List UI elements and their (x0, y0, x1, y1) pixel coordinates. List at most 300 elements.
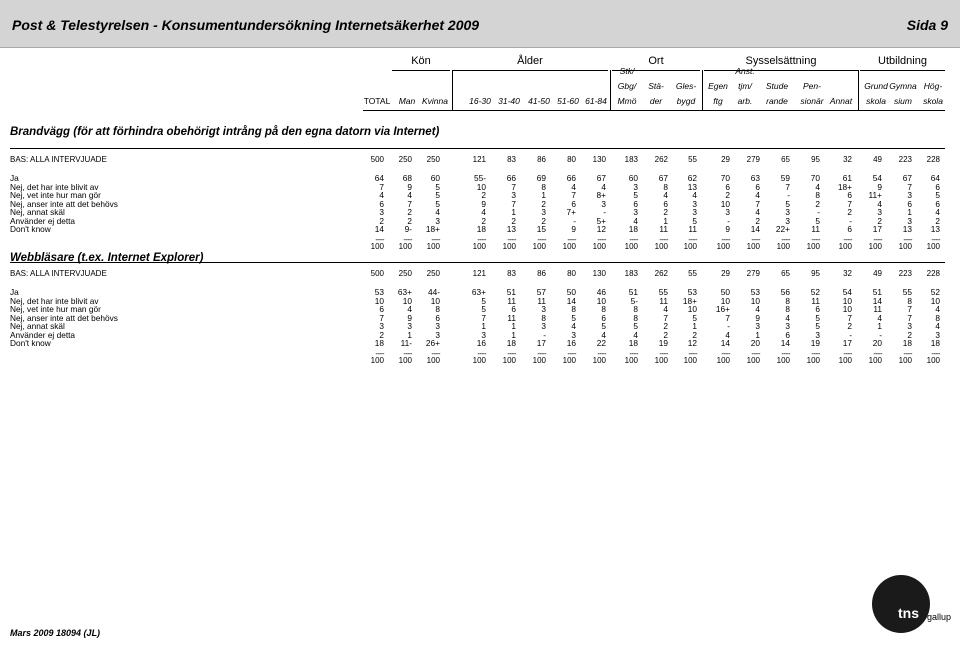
data-cell: 59 (780, 173, 790, 183)
base-value: 49 (873, 155, 882, 164)
data-cell: 51 (506, 287, 516, 297)
data-cell: 6 (847, 190, 852, 200)
data-cell: 3 (633, 207, 638, 217)
dash-rule: ---- (843, 348, 852, 358)
total-value: 100 (776, 355, 790, 365)
data-cell: 62 (687, 173, 697, 183)
base-value: 83 (507, 155, 516, 164)
data-cell: 5 (435, 190, 440, 200)
base-label: BAS: ALLA INTERVJUADE (10, 269, 107, 278)
data-cell: 54 (842, 287, 852, 297)
dash-rule: ---- (751, 234, 760, 244)
data-cell: 18+ (425, 224, 440, 234)
data-cell: 2 (663, 321, 668, 331)
dash-rule: ---- (659, 348, 668, 358)
data-cell: 6 (511, 304, 516, 314)
data-cell: 5+ (596, 215, 606, 226)
base-value: 121 (472, 155, 486, 164)
base-value: 80 (567, 269, 576, 278)
data-cell: 5 (435, 181, 440, 192)
column-header: skola (866, 96, 886, 106)
total-value: 100 (926, 355, 940, 365)
data-cell: - (727, 321, 730, 331)
column-header: tjm/ (738, 81, 752, 91)
column-header: skola (923, 96, 943, 106)
data-cell: 13 (506, 224, 516, 234)
dash-rule: ---- (567, 348, 576, 358)
row-label: Nej, vet inte hur man gör (10, 190, 101, 200)
data-cell: 8 (907, 295, 912, 306)
data-cell: 5 (692, 215, 697, 226)
data-cell: 54 (872, 173, 882, 183)
data-cell: - (543, 329, 546, 340)
data-cell: 9 (407, 181, 412, 192)
data-cell: 8 (935, 312, 940, 323)
data-cell: 70 (720, 173, 730, 183)
data-cell: 7 (847, 198, 852, 209)
data-cell: 2 (755, 215, 760, 226)
data-cell: - (817, 207, 820, 217)
data-cell: 67 (658, 173, 668, 183)
group-underline (452, 70, 608, 71)
data-cell: 7 (379, 312, 384, 323)
data-cell: 3 (785, 215, 790, 226)
data-cell: 2 (935, 215, 940, 226)
dash-rule: ---- (597, 234, 606, 244)
data-cell: 9 (407, 312, 412, 323)
data-cell: - (573, 215, 576, 226)
data-cell: 2 (692, 329, 697, 340)
dash-rule: ---- (375, 348, 384, 358)
data-cell: 3 (907, 215, 912, 226)
data-cell: 8 (541, 312, 546, 323)
base-value: 250 (398, 269, 412, 278)
data-cell: 9 (725, 224, 730, 234)
data-cell: 16+ (715, 304, 730, 314)
data-cell: 55 (658, 287, 668, 297)
total-value: 100 (716, 355, 730, 365)
data-cell: 5 (633, 321, 638, 331)
row-label: Nej, det har inte blivit av (10, 181, 99, 192)
data-cell: 2 (725, 190, 730, 200)
data-cell: 3 (755, 321, 760, 331)
data-cell: 18 (374, 338, 384, 348)
data-cell: 55- (474, 173, 486, 183)
column-header: ftg (713, 96, 723, 106)
data-cell: 5 (815, 312, 820, 323)
data-cell: 5 (692, 312, 697, 323)
data-cell: 10 (720, 295, 730, 306)
column-header: Mmö (617, 96, 637, 106)
base-value: 95 (811, 155, 820, 164)
column-header: arb. (737, 96, 753, 106)
total-value: 100 (398, 241, 412, 251)
data-cell: 5 (935, 190, 940, 200)
data-cell: 4 (755, 304, 760, 314)
total-value: 100 (502, 355, 516, 365)
base-value: 228 (926, 155, 940, 164)
group-underline (860, 70, 945, 71)
data-cell: 5 (571, 312, 576, 323)
data-cell: 4 (755, 190, 760, 200)
dash-rule: ---- (537, 348, 546, 358)
data-cell: 19 (658, 338, 668, 348)
base-value: 228 (926, 269, 940, 278)
data-cell: 18 (628, 224, 638, 234)
column-header: 41-50 (528, 96, 550, 106)
data-cell: 7 (407, 198, 412, 209)
data-cell: 3 (541, 304, 546, 314)
tns-logo (872, 575, 930, 633)
column-header: Gbg/ (617, 81, 637, 91)
data-cell: 2 (541, 215, 546, 226)
base-value: 223 (898, 155, 912, 164)
data-cell: 8 (601, 304, 606, 314)
data-cell: 6 (815, 304, 820, 314)
data-cell: 55 (902, 287, 912, 297)
data-cell: 10 (374, 295, 384, 306)
total-value: 100 (654, 241, 668, 251)
total-value: 100 (716, 241, 730, 251)
data-cell: 5 (633, 190, 638, 200)
total-value: 100 (426, 355, 440, 365)
data-cell: 10 (842, 295, 852, 306)
data-cell: 2 (847, 207, 852, 217)
data-cell: 18 (628, 338, 638, 348)
data-cell: 19 (810, 338, 820, 348)
dash-rule: ---- (507, 234, 516, 244)
data-cell: 61 (842, 173, 852, 183)
data-cell: 11 (873, 304, 882, 314)
data-cell: 53 (750, 287, 760, 297)
data-cell: 53 (374, 287, 384, 297)
data-cell: 2 (877, 215, 882, 226)
total-value: 100 (683, 355, 697, 365)
base-value: 121 (472, 269, 486, 278)
data-cell: 6 (435, 312, 440, 323)
base-value: 183 (624, 155, 638, 164)
data-cell: 3 (435, 329, 440, 340)
total-value: 100 (806, 241, 820, 251)
data-cell: 17 (842, 338, 852, 348)
dash-rule: ---- (477, 348, 486, 358)
total-value: 100 (502, 241, 516, 251)
data-cell: 10 (596, 295, 606, 306)
data-cell: 11 (659, 295, 668, 306)
data-cell: 7 (785, 181, 790, 192)
data-cell: 1 (692, 321, 697, 331)
data-cell: 6 (935, 198, 940, 209)
data-cell: 66 (506, 173, 516, 183)
data-cell: 9 (571, 224, 576, 234)
data-cell: 4 (663, 190, 668, 200)
base-value: 65 (781, 155, 790, 164)
data-cell: 7 (663, 312, 668, 323)
data-cell: 2 (379, 329, 384, 340)
data-cell: 4 (815, 181, 820, 192)
data-cell: 44- (428, 287, 440, 297)
logo-subtext: gallup (927, 612, 952, 622)
row-label: Ja (10, 173, 19, 183)
data-cell: 18 (902, 338, 912, 348)
data-cell: 4 (877, 198, 882, 209)
row-label: Ja (10, 287, 19, 297)
total-value: 100 (838, 241, 852, 251)
data-cell: 3 (725, 207, 730, 217)
data-cell: 6 (571, 198, 576, 209)
data-cell: 3 (907, 321, 912, 331)
dash-rule: ---- (903, 348, 912, 358)
base-value: 29 (721, 269, 730, 278)
group-header: Utbildning (878, 55, 927, 67)
data-cell: 4 (481, 207, 486, 217)
data-cell: 8 (633, 312, 638, 323)
data-cell: 2 (663, 329, 668, 340)
data-cell: 4 (601, 329, 606, 340)
report-title: Post & Telestyrelsen - Konsumentundersökning Internetsäkerhet 2009 (12, 17, 480, 33)
data-cell: 3 (785, 321, 790, 331)
data-cell: 2 (815, 198, 820, 209)
data-cell: 4 (663, 304, 668, 314)
data-cell: 67 (902, 173, 912, 183)
data-cell: 6 (633, 198, 638, 209)
data-cell: 3 (379, 321, 384, 331)
total-value: 100 (624, 355, 638, 365)
dash-rule: ---- (781, 234, 790, 244)
data-cell: 3 (692, 207, 697, 217)
column-header: Kvinna (422, 96, 448, 106)
total-value: 100 (472, 241, 486, 251)
total-value: 100 (426, 241, 440, 251)
total-value: 100 (898, 241, 912, 251)
data-cell: 10 (402, 295, 412, 306)
data-cell: 60 (430, 173, 440, 183)
data-cell: 2 (481, 190, 486, 200)
data-cell: 63+ (471, 287, 486, 297)
dash-rule: ---- (431, 348, 440, 358)
dash-rule: ---- (537, 234, 546, 244)
total-value: 100 (532, 241, 546, 251)
data-cell: 6 (907, 198, 912, 209)
data-cell: 3 (815, 329, 820, 340)
base-value: 183 (624, 269, 638, 278)
data-cell: 7 (907, 312, 912, 323)
dash-rule: ---- (507, 348, 516, 358)
column-header: Gles- (675, 81, 697, 91)
data-cell: 64 (374, 173, 384, 183)
data-cell: 5 (601, 321, 606, 331)
row-label: Nej, anser inte att det behövs (10, 312, 118, 323)
column-header: Egen (708, 81, 728, 91)
data-cell: 4 (407, 304, 412, 314)
data-cell: 13 (687, 181, 697, 192)
data-cell: 14 (750, 224, 760, 234)
data-cell: 17 (872, 224, 882, 234)
data-cell: 11+ (868, 190, 882, 200)
data-cell: 50 (720, 287, 730, 297)
data-cell: 1 (481, 321, 486, 331)
data-cell: 3 (541, 321, 546, 331)
data-cell: 3 (692, 198, 697, 209)
data-cell: 5 (481, 295, 486, 306)
data-cell: 4 (379, 190, 384, 200)
column-header: Hög- (923, 81, 943, 91)
data-cell: 60 (628, 173, 638, 183)
data-cell: 10 (842, 304, 852, 314)
row-label: Don't know (10, 224, 51, 234)
group-underline (392, 70, 450, 71)
data-cell: 3 (877, 207, 882, 217)
data-cell: 4 (725, 329, 730, 340)
data-cell: 7 (511, 198, 516, 209)
data-cell: 6 (755, 181, 760, 192)
data-cell: 14 (720, 338, 730, 348)
group-header: Sysselsättning (745, 55, 817, 67)
data-cell: - (603, 207, 606, 217)
column-header: Annat (829, 96, 853, 106)
data-cell: 4 (755, 207, 760, 217)
dash-rule: ---- (931, 234, 940, 244)
data-cell: 7 (571, 190, 576, 200)
data-cell: 8 (541, 181, 546, 192)
data-cell: 4 (601, 181, 606, 192)
data-cell: 11 (688, 224, 697, 234)
data-cell: 18 (506, 338, 516, 348)
dash-rule: ---- (781, 348, 790, 358)
column-header: Gymna (889, 81, 917, 91)
data-cell: 5 (481, 304, 486, 314)
data-cell: 12 (596, 224, 606, 234)
data-cell: 5 (815, 321, 820, 331)
total-value: 100 (562, 355, 576, 365)
column-header: sionär (800, 96, 824, 106)
data-cell: 2 (481, 215, 486, 226)
column-header: der (649, 96, 663, 106)
data-cell: 11- (400, 338, 412, 348)
total-value: 100 (398, 355, 412, 365)
data-cell: 11 (811, 224, 820, 234)
base-label: BAS: ALLA INTERVJUADE (10, 155, 107, 164)
data-cell: 6 (379, 198, 384, 209)
data-cell: 1 (663, 215, 668, 226)
column-header: 61-84 (585, 96, 607, 106)
data-cell: 1 (907, 207, 912, 217)
data-cell: 11 (507, 295, 516, 306)
data-cell: 6 (725, 181, 730, 192)
data-cell: 7 (847, 312, 852, 323)
data-cell: 8+ (596, 190, 606, 200)
data-cell: 3 (785, 207, 790, 217)
data-cell: 6 (379, 304, 384, 314)
data-cell: 11 (507, 312, 516, 323)
data-cell: 1 (511, 207, 516, 217)
data-cell: 1 (407, 329, 412, 340)
group-header: Ort (648, 55, 664, 67)
dash-rule: ---- (431, 234, 440, 244)
data-cell: 3 (935, 329, 940, 340)
dash-rule: ---- (721, 234, 730, 244)
row-label: Nej, annat skäl (10, 207, 65, 217)
header-rule (363, 110, 945, 111)
data-cell: 6 (601, 312, 606, 323)
data-cell: 1 (511, 321, 516, 331)
total-value: 100 (683, 241, 697, 251)
data-cell: 9 (877, 181, 882, 192)
data-cell: 2 (663, 207, 668, 217)
column-header: Stä- (648, 81, 664, 91)
total-value: 100 (868, 355, 882, 365)
data-cell: 51 (872, 287, 882, 297)
data-cell: 3 (571, 329, 576, 340)
dash-rule: ---- (688, 348, 697, 358)
base-value: 279 (746, 269, 760, 278)
base-value: 32 (843, 155, 852, 164)
data-cell: 9- (404, 224, 412, 234)
data-cell: 9 (755, 312, 760, 323)
base-value: 83 (507, 269, 516, 278)
data-cell: - (879, 329, 882, 340)
data-cell: 4 (935, 321, 940, 331)
base-value: 262 (654, 269, 668, 278)
data-cell: 70 (810, 173, 820, 183)
footer-note: Mars 2009 18094 (JL) (10, 628, 101, 638)
report-header (0, 0, 960, 48)
data-cell: 7 (907, 304, 912, 314)
data-cell: 5- (630, 295, 638, 306)
data-cell: 2 (907, 329, 912, 340)
data-cell: 7 (511, 181, 516, 192)
data-cell: 7 (725, 312, 730, 323)
data-cell: 17 (536, 338, 546, 348)
base-value: 130 (592, 155, 606, 164)
data-cell: 56 (780, 287, 790, 297)
data-cell: 4 (935, 207, 940, 217)
total-value: 100 (926, 241, 940, 251)
data-cell: 2 (847, 321, 852, 331)
data-cell: 11 (537, 295, 546, 306)
data-cell: 63+ (397, 287, 412, 297)
column-header: rande (766, 96, 788, 106)
dash-rule: ---- (931, 348, 940, 358)
total-value: 100 (776, 241, 790, 251)
data-cell: 8 (785, 295, 790, 306)
base-value: 80 (567, 155, 576, 164)
data-cell: 14 (872, 295, 882, 306)
dash-rule: ---- (873, 348, 882, 358)
data-cell: 3 (601, 198, 606, 209)
data-cell: 20 (872, 338, 882, 348)
page-number: Sida 9 (906, 17, 948, 33)
data-cell: 6 (663, 198, 668, 209)
base-value: 65 (781, 269, 790, 278)
data-cell: 3 (481, 329, 486, 340)
row-label: Don't know (10, 338, 51, 348)
data-cell: 4 (571, 181, 576, 192)
section-rule (10, 148, 945, 149)
data-cell: 7 (907, 181, 912, 192)
dash-rule: ---- (659, 234, 668, 244)
data-cell: 4 (571, 321, 576, 331)
data-cell: 5 (815, 215, 820, 226)
row-label: Nej, vet inte hur man gör (10, 304, 101, 314)
data-cell: 11 (659, 224, 668, 234)
column-header: Pen- (803, 81, 821, 91)
column-header: Anst. (735, 66, 755, 76)
data-cell: 18+ (837, 181, 852, 192)
data-cell: 5 (785, 198, 790, 209)
data-cell: 6 (847, 224, 852, 234)
dash-rule: ---- (811, 348, 820, 358)
